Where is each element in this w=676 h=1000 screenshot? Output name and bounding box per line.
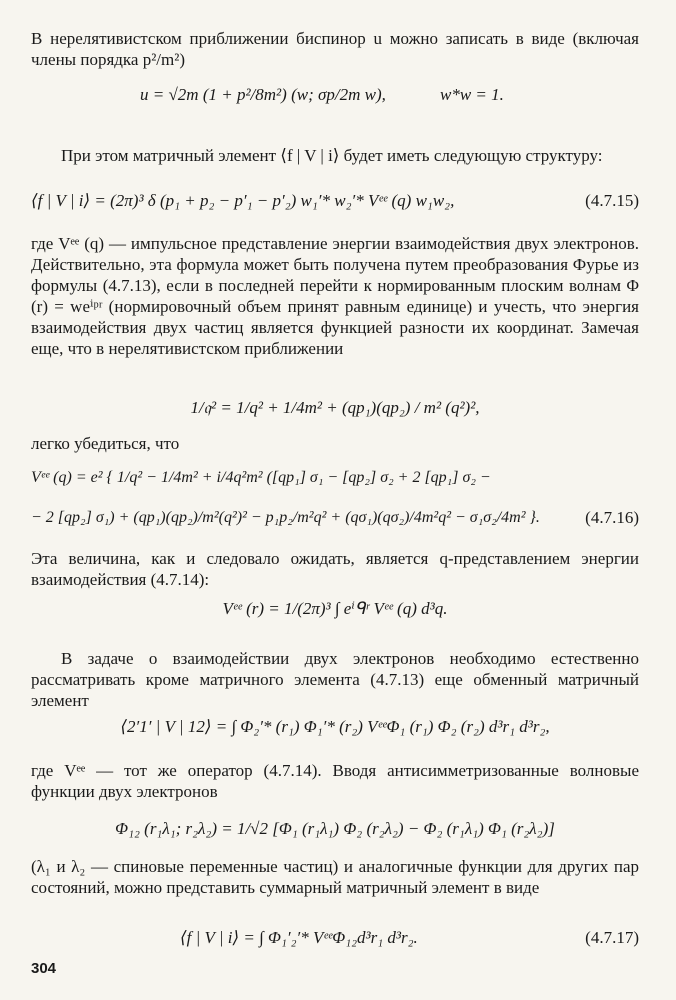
- page-number: 304: [31, 960, 57, 977]
- paragraph-spin-variables: (λ₁ и λ₂ — спиновые переменные частиц) и аналогичные функции для других пар состояний, можно представить суммарный матричный элемент в виде: [31, 857, 639, 897]
- formula-exchange-element: ⟨2′1′ | V | 12⟩ = ∫ Φ₂′* (r₁) Φ₁′* (r₂) VᵉᵉΦ₁ (r₁) Φ₂ (r₂) d³r₁ d³r₂,: [120, 717, 550, 736]
- equation-number-4-7-16: (4.7.16): [585, 508, 639, 527]
- formula-propagator: 1/𝔮² = 1/q² + 1/4m² + (qp₁)(qp₂) / m² (q²)²,: [190, 398, 480, 417]
- equation-number-4-7-17: (4.7.17): [585, 928, 639, 947]
- paragraph-q-representation: Эта величина, как и следовало ожидать, является q-представлением энергии взаимодействия (4.7.14):: [31, 549, 639, 589]
- formula-bispinor: u = √2m (1 + p²/8m²) (w; σp/2m w),: [140, 85, 386, 104]
- paragraph-easy: легко убедиться, что: [31, 434, 180, 453]
- paragraph-intro: В нерелятивистском приближении биспинор u можно записать в виде (включая члены порядка p²/m²): [31, 29, 639, 69]
- paragraph-matrix-element: При этом матричный элемент ⟨f | V | i⟩ будет иметь следующую структуру:: [61, 146, 603, 165]
- paragraph-antisymmetrized: где Vᵉᵉ — тот же оператор (4.7.14). Вводя антисимметризованные волновые функции двух электронов: [31, 761, 639, 801]
- paragraph-fourier: где Vᵉᵉ (q) — импульсное представление энергии взаимодействия двух электронов. Действительно, эта формула может быть получена путем преобразования Фурье из формулы (4.7.13), если в последней перейти к нормированным плоским волнам Φ (r) = weⁱᵖʳ (нормировочный объем принят равным единице) и учесть, что энергия взаимодействия двух частиц является функцией разности их координат. Замечая еще, что в нерелятивистском приближении: [31, 234, 639, 358]
- equation-4-7-17: ⟨f | V | i⟩ = ∫ Φ₁′₂′* VᵉᵉΦ₁₂d³r₁ d³r₂.: [180, 928, 418, 947]
- equation-4-7-15: ⟨f | V | i⟩ = (2π)³ δ (p₁ + p₂ − p′₁ − p′₂) w₁′* w₂′* Vᵉᵉ (q) w₁w₂,: [31, 191, 455, 210]
- formula-inverse-fourier: Vᵉᵉ (r) = 1/(2π)³ ∫ eⁱᑫʳ Vᵉᵉ (q) d³q.: [222, 599, 448, 618]
- paragraph-exchange: В задаче о взаимодействии двух электронов необходимо естественно рассматривать кроме матричного элемента (4.7.13) еще обменный матричный элемент: [31, 649, 639, 710]
- formula-normalization: w*w = 1.: [440, 85, 504, 104]
- equation-4-7-16-line1: Vᵉᵉ (q) = e² { 1/q² − 1/4m² + i/4q²m² ([qp₁] σ₁ − [qp₂] σ₂ + 2 [qp₁] σ₂ −: [31, 469, 491, 486]
- equation-4-7-16-line2: − 2 [qp₂] σ₁) + (qp₁)(qp₂)/m²(q²)² − p₁p₂/m²q² + (qσ₁)(qσ₂)/4m²q² − σ₁σ₂/4m² }.: [31, 509, 540, 526]
- equation-number-4-7-15: (4.7.15): [585, 191, 639, 210]
- formula-antisymmetric-function: Φ₁₂ (r₁λ₁; r₂λ₂) = 1/√2 [Φ₁ (r₁λ₁) Φ₂ (r₂λ₂) − Φ₂ (r₁λ₁) Φ₁ (r₂λ₂)]: [115, 819, 555, 838]
